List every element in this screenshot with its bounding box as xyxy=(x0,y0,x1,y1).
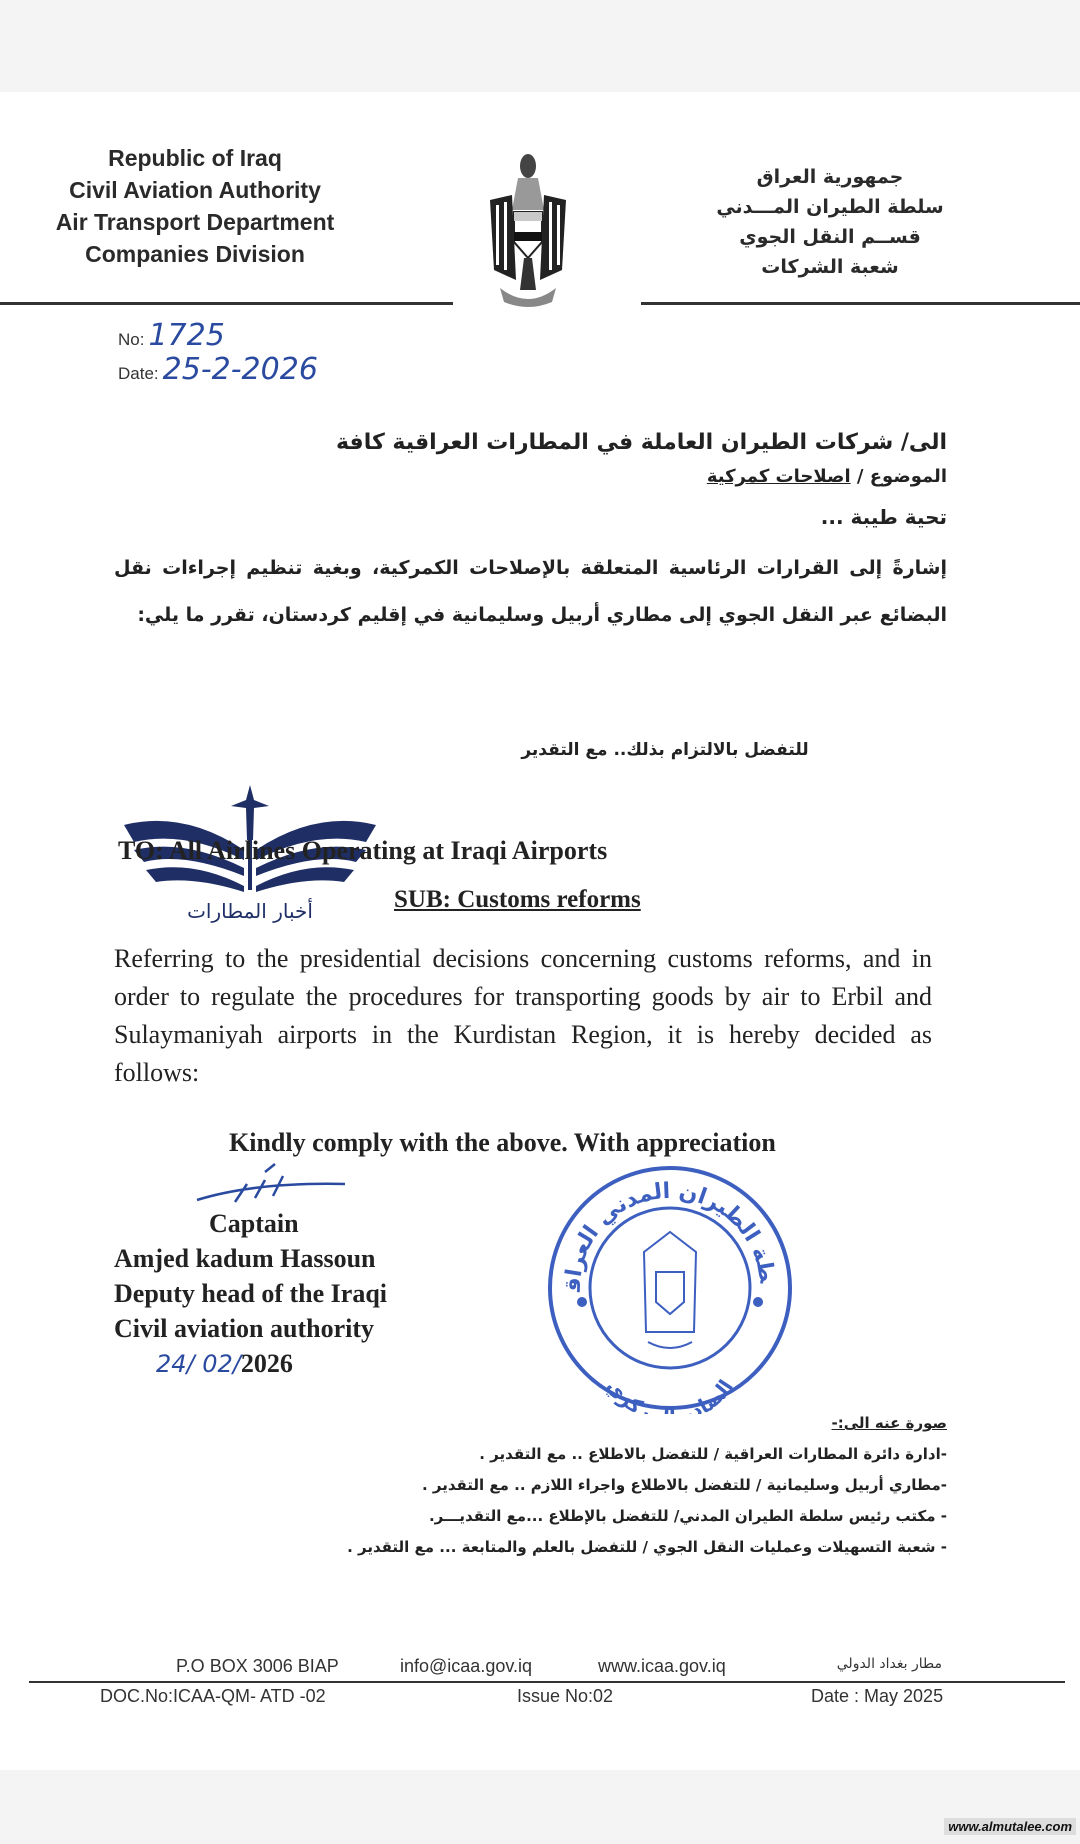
official-stamp-icon xyxy=(544,1162,796,1419)
header-divider-left xyxy=(0,302,453,305)
copies-heading: صورة عنه الى:- xyxy=(831,1414,947,1432)
list-item: -ادارة دائرة المطارات العراقية / للتفضل بالاطلاع .. مع التقدير . xyxy=(479,1445,947,1463)
header-line: Companies Division xyxy=(85,241,305,267)
english-subject: SUB: Customs reforms xyxy=(394,886,641,913)
logo-text: أخبار المطارات xyxy=(187,899,313,923)
bottom-margin xyxy=(0,1770,1080,1844)
signature-date: 24/ 02/2026 xyxy=(156,1349,293,1378)
copies-list xyxy=(327,1408,947,1563)
signature-title: Captain xyxy=(209,1209,299,1238)
signature-position: Deputy head of the Iraqi xyxy=(114,1279,388,1308)
arabic-greeting: تحية طيبة ... xyxy=(820,505,947,529)
header-line: جمهورية العراق xyxy=(756,166,904,188)
footer-website: www.icaa.gov.iq xyxy=(598,1656,726,1676)
footer-doc-no: DOC.No:ICAA-QM- ATD -02 xyxy=(100,1686,326,1706)
top-margin xyxy=(0,0,1080,92)
list-item: - شعبة التسهيلات وعمليات النقل الجوي / للتفضل بالعلم والمتابعة ... مع التقدير . xyxy=(347,1538,947,1556)
header-arabic xyxy=(700,162,960,282)
arabic-subject: الموضوع / اصلاحات كمركية xyxy=(706,466,947,487)
svg-text:سلطة الطيران المدني العراقي xyxy=(544,1162,779,1293)
header-english xyxy=(40,142,350,270)
footer-email: info@icaa.gov.iq xyxy=(400,1656,533,1676)
header-line: Republic of Iraq xyxy=(108,145,282,171)
english-closing: Kindly comply with the above. With appreciation xyxy=(229,1128,776,1157)
stamp-top-text: طة الطيران المدني العراق xyxy=(560,1178,780,1293)
signature-block xyxy=(114,1206,387,1382)
signature-name: Amjed kadum Hassoun xyxy=(114,1244,376,1273)
header-line: قســم النقل الجوي xyxy=(739,226,921,248)
footer-issue-no: Issue No:02 xyxy=(517,1686,614,1706)
footer-divider xyxy=(29,1681,1065,1683)
header-line: Civil Aviation Authority xyxy=(69,177,321,203)
iraq-eagle-emblem-icon xyxy=(488,150,568,315)
arabic-closing: للتفضل بالالتزام بذلك.. مع التقدير xyxy=(521,740,809,760)
header-line: Air Transport Department xyxy=(55,209,335,235)
list-item: -مطاري أربيل وسليمانية / للتفضل بالاطلاع واجراء اللازم .. مع التقدير . xyxy=(421,1476,947,1494)
reference-number: No: 1725 xyxy=(118,318,225,353)
signature-position: Civil aviation authority xyxy=(114,1314,375,1343)
footer-date: Date : May 2025 xyxy=(811,1686,944,1706)
arabic-addressee: الى/ شركات الطيران العاملة في المطارات العراقية كافة xyxy=(335,430,947,455)
english-paragraph: Referring to the presidential decisions concerning customs reforms, and in order to regulate the procedures for transporting goods by air to Erbil and Sulaymaniyah airports in the Kurdistan Region, it is hereby decided as follows: xyxy=(114,944,932,1087)
header-line: سلطة الطيران المـــدني xyxy=(716,196,944,218)
stamp-bottom-text: الصادر مركزي xyxy=(601,1374,738,1414)
list-item: - مكتب رئيس سلطة الطيران المدني/ للتفضل بالإطلاع ...مع التقديـــر. xyxy=(428,1507,947,1525)
english-addressee: TO: All Airlines Operating at Iraqi Airports xyxy=(118,836,608,865)
watermark: www.almutalee.com xyxy=(944,1818,1076,1835)
header-divider-right xyxy=(641,302,1080,305)
footer-airport: مطار بغداد الدولي xyxy=(836,1656,942,1672)
reference-date: Date: 25-2-2026 xyxy=(118,352,318,387)
footer-po-box: P.O BOX 3006 BIAP xyxy=(176,1656,339,1676)
arabic-paragraph: إشارةً إلى القرارات الرئاسية المتعلقة بالإصلاحات الكمركية، وبغية تنظيم إجراءات نقل البضائع عبر النقل الجوي إلى مطاري أربيل وسليمانية في إقليم كردستان، تقرر ما يلي: xyxy=(114,557,947,626)
header-line: شعبة الشركات xyxy=(761,256,899,278)
